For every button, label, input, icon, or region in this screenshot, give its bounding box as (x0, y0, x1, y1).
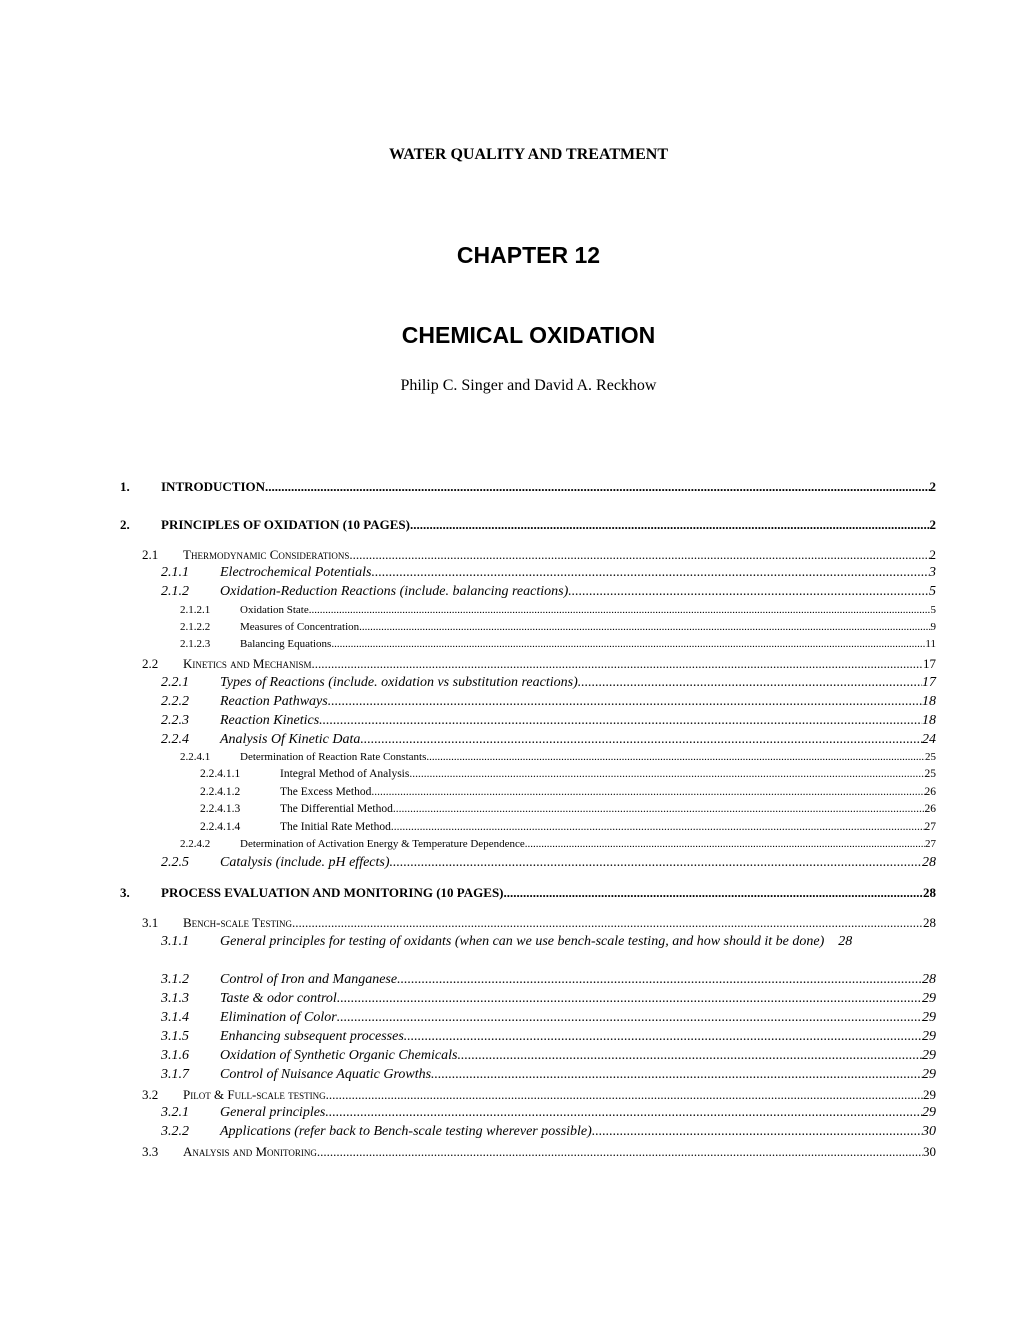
authors: Philip C. Singer and David A. Reckhow (400, 377, 657, 394)
toc-leader (371, 786, 924, 798)
toc-leader (325, 1105, 922, 1121)
toc-page: 3 (929, 565, 936, 580)
toc-leader (578, 675, 922, 691)
toc-leader (359, 621, 930, 633)
toc-page: 29 (922, 1048, 936, 1063)
toc-number: 2.2.4.1.3 (200, 803, 241, 815)
toc-page: 18 (922, 694, 936, 709)
toc-number: 2.2.5 (161, 855, 189, 870)
toc-entry[interactable] (120, 1029, 936, 1045)
toc-title: Control of Iron and Manganese (220, 972, 398, 987)
toc-number: 3.3 (142, 1144, 159, 1159)
toc-page: 28 (923, 915, 936, 930)
toc-number: 3.1.1 (161, 934, 189, 949)
toc-title: Analysis and Monitoring (183, 1144, 317, 1159)
toc-number: 1. (120, 479, 130, 494)
toc-page: 24 (922, 732, 936, 747)
toc-leader (426, 751, 925, 763)
toc-page: 30 (923, 1144, 936, 1159)
toc-leader (391, 821, 925, 833)
toc-page: 28 (923, 885, 936, 900)
toc-entry[interactable] (120, 803, 936, 815)
toc-leader (360, 732, 922, 748)
toc-number: 2. (120, 517, 130, 532)
toc-entry[interactable] (120, 517, 936, 533)
toc-entry[interactable] (120, 821, 936, 833)
toc-title: General principles (220, 1105, 326, 1120)
toc-leader (326, 1087, 923, 1103)
toc-title: The Initial Rate Method (280, 821, 391, 833)
toc-title: Oxidation of Synthetic Organic Chemicals (220, 1048, 458, 1063)
chapter-number: CHAPTER 12 (456, 242, 601, 268)
toc-leader (265, 479, 929, 495)
toc-page: 25 (925, 751, 936, 763)
toc-number: 2.2.4 (161, 732, 189, 747)
toc-page: 5 (930, 604, 936, 616)
toc-entry[interactable] (120, 547, 936, 563)
toc-page: 29 (922, 1105, 936, 1120)
toc-leader (390, 855, 922, 871)
toc-page: 2 (929, 547, 936, 562)
toc-leader (568, 584, 929, 600)
toc-entry[interactable] (120, 479, 936, 495)
toc-leader (331, 638, 925, 650)
toc-page: 18 (922, 713, 936, 728)
toc-entry[interactable] (120, 565, 936, 581)
toc-number: 3.1.6 (161, 1048, 189, 1063)
chapter-title: CHEMICAL OXIDATION (401, 322, 656, 348)
toc-entry[interactable] (120, 675, 936, 691)
toc-leader (372, 565, 930, 581)
toc-entry[interactable] (120, 751, 936, 763)
toc-page: 2 (929, 479, 936, 494)
toc-title: PROCESS EVALUATION AND MONITORING (10 PAGES) (161, 885, 504, 900)
toc-title: Analysis Of Kinetic Data (220, 732, 361, 747)
toc-entry[interactable] (120, 713, 936, 729)
toc-number: 2.1 (142, 547, 159, 562)
toc-page: 26 (924, 803, 936, 815)
toc-number: 3.1.5 (161, 1029, 189, 1044)
toc-leader (328, 694, 922, 710)
toc-title: Electrochemical Potentials (220, 565, 372, 580)
toc-title: Thermodynamic Considerations (183, 547, 350, 562)
toc-entry[interactable] (120, 604, 936, 616)
toc-leader (311, 656, 923, 672)
toc-title: Measures of Concentration (240, 621, 360, 633)
toc-entry[interactable] (120, 768, 936, 780)
toc-entry[interactable] (120, 732, 936, 748)
toc-page: 9 (930, 621, 936, 633)
toc-leader (349, 547, 929, 563)
toc-page: 29 (922, 991, 936, 1006)
toc-title: Pilot & Full-scale testing (183, 1087, 326, 1102)
toc-entry[interactable] (120, 1048, 936, 1064)
toc-title: Determination of Reaction Rate Constants (240, 751, 427, 763)
toc-number: 3.1.4 (161, 1010, 189, 1025)
toc-page: 29 (922, 1067, 936, 1082)
toc-number: 2.2.4.1.4 (200, 821, 241, 833)
toc-title: Catalysis (include. pH effects) (220, 855, 390, 870)
toc-title: Types of Reactions (include. oxidation vs substitution reactions) (220, 675, 578, 690)
toc-entry[interactable] (120, 885, 936, 901)
toc-title: Determination of Activation Energy & Temperature Dependence (240, 838, 525, 850)
toc-number: 2.2.2 (161, 694, 189, 709)
toc-number: 3.2.2 (161, 1124, 189, 1139)
toc-entry[interactable] (120, 656, 936, 672)
toc-title: The Differential Method (280, 803, 393, 815)
toc-title: Bench-scale Testing (183, 915, 292, 930)
toc-leader (409, 768, 924, 780)
toc-page: 17 (923, 656, 936, 671)
toc-page: 17 (922, 675, 936, 690)
toc-title: General principles for testing of oxidants (when can we use bench-scale testing, and how should it be done) (220, 934, 825, 949)
toc-leader (292, 915, 923, 931)
toc-entry[interactable] (120, 838, 936, 850)
toc-leader (319, 713, 922, 729)
toc-number: 3.1.3 (161, 991, 189, 1006)
toc-page: 28 (922, 972, 936, 987)
toc-entry[interactable] (120, 1105, 936, 1121)
toc-entry[interactable] (120, 1087, 936, 1103)
toc-number: 2.1.2.2 (180, 621, 211, 633)
toc-number: 3. (120, 885, 130, 900)
toc-number: 2.1.1 (161, 565, 189, 580)
toc-number: 2.1.2.3 (180, 638, 211, 650)
toc-page: 27 (925, 838, 936, 850)
toc-number: 2.2.4.1.2 (200, 786, 241, 798)
toc-leader (309, 604, 931, 616)
toc-page: 27 (924, 821, 936, 833)
toc-title: Enhancing subsequent processes (220, 1029, 404, 1044)
toc-title: INTRODUCTION (161, 479, 266, 494)
toc-number: 2.2.4.2 (180, 838, 211, 850)
toc-entry[interactable] (120, 915, 936, 931)
toc-page: 29 (922, 1029, 936, 1044)
toc-title: Reaction Pathways (220, 694, 328, 709)
toc-page: 30 (922, 1124, 936, 1139)
toc-entry[interactable] (120, 584, 936, 600)
toc-entry[interactable] (120, 638, 936, 650)
toc-entry[interactable] (120, 694, 936, 710)
toc-entry[interactable] (120, 1010, 936, 1026)
toc-number: 2.1.2.1 (180, 604, 211, 616)
toc-leader (410, 517, 930, 533)
toc-title: PRINCIPLES OF OXIDATION (10 PAGES) (161, 517, 410, 532)
toc-leader (393, 803, 925, 815)
toc-number: 3.1.2 (161, 972, 189, 987)
toc-page: 29 (923, 1087, 936, 1102)
toc-leader (337, 991, 922, 1007)
toc-title: Kinetics and Mechanism (183, 656, 312, 671)
toc-number: 2.2.4.1.1 (200, 768, 241, 780)
toc-page: 28 (922, 855, 936, 870)
table-of-contents (120, 0, 936, 1320)
toc-leader (592, 1124, 922, 1140)
toc-entry[interactable] (120, 621, 936, 633)
toc-title: Control of Nuisance Aquatic Growths (220, 1067, 432, 1082)
toc-leader (317, 1144, 923, 1160)
toc-page: 28 (838, 934, 853, 949)
toc-title: Applications (refer back to Bench-scale testing wherever possible) (220, 1124, 592, 1139)
toc-entry[interactable] (120, 786, 936, 798)
toc-leader (457, 1048, 922, 1064)
toc-entry-wrapped[interactable] (161, 932, 936, 951)
toc-number: 2.2 (142, 656, 159, 671)
toc-title: Integral Method of Analysis (280, 768, 410, 780)
toc-number: 3.1.7 (161, 1067, 189, 1082)
toc-title: Elimination of Color (220, 1010, 337, 1025)
toc-page: 5 (929, 584, 936, 599)
toc-leader (404, 1029, 922, 1045)
toc-title: Oxidation State (240, 604, 309, 616)
toc-page: 11 (925, 638, 936, 650)
toc-number: 3.2.1 (161, 1105, 189, 1120)
toc-page: 26 (924, 786, 936, 798)
toc-number: 2.2.1 (161, 675, 189, 690)
book-title: WATER QUALITY AND TREATMENT (388, 146, 668, 163)
toc-entry[interactable] (120, 972, 936, 988)
toc-page: 25 (924, 768, 936, 780)
toc-number: 2.2.4.1 (180, 751, 211, 763)
toc-title: The Excess Method (280, 786, 372, 798)
toc-leader (397, 972, 922, 988)
toc-number: 3.1 (142, 915, 159, 930)
toc-entry[interactable] (120, 991, 936, 1007)
toc-entry[interactable] (120, 1144, 936, 1160)
toc-entry[interactable] (120, 855, 936, 871)
toc-number: 2.2.3 (161, 713, 189, 728)
toc-number: 3.2 (142, 1087, 159, 1102)
toc-leader (431, 1067, 922, 1083)
toc-leader (525, 838, 925, 850)
toc-entry[interactable] (120, 1067, 936, 1083)
toc-title: Taste & odor control (220, 991, 337, 1006)
toc-number: 2.1.2 (161, 584, 189, 599)
toc-leader (337, 1010, 922, 1026)
toc-page: 29 (922, 1010, 936, 1025)
toc-title: Oxidation-Reduction Reactions (include. balancing reactions) (220, 584, 569, 599)
toc-entry[interactable] (120, 1124, 936, 1140)
toc-page: 2 (929, 517, 936, 532)
toc-title: Balancing Equations (240, 638, 332, 650)
toc-title: Reaction Kinetics (220, 713, 320, 728)
toc-leader (504, 885, 923, 901)
